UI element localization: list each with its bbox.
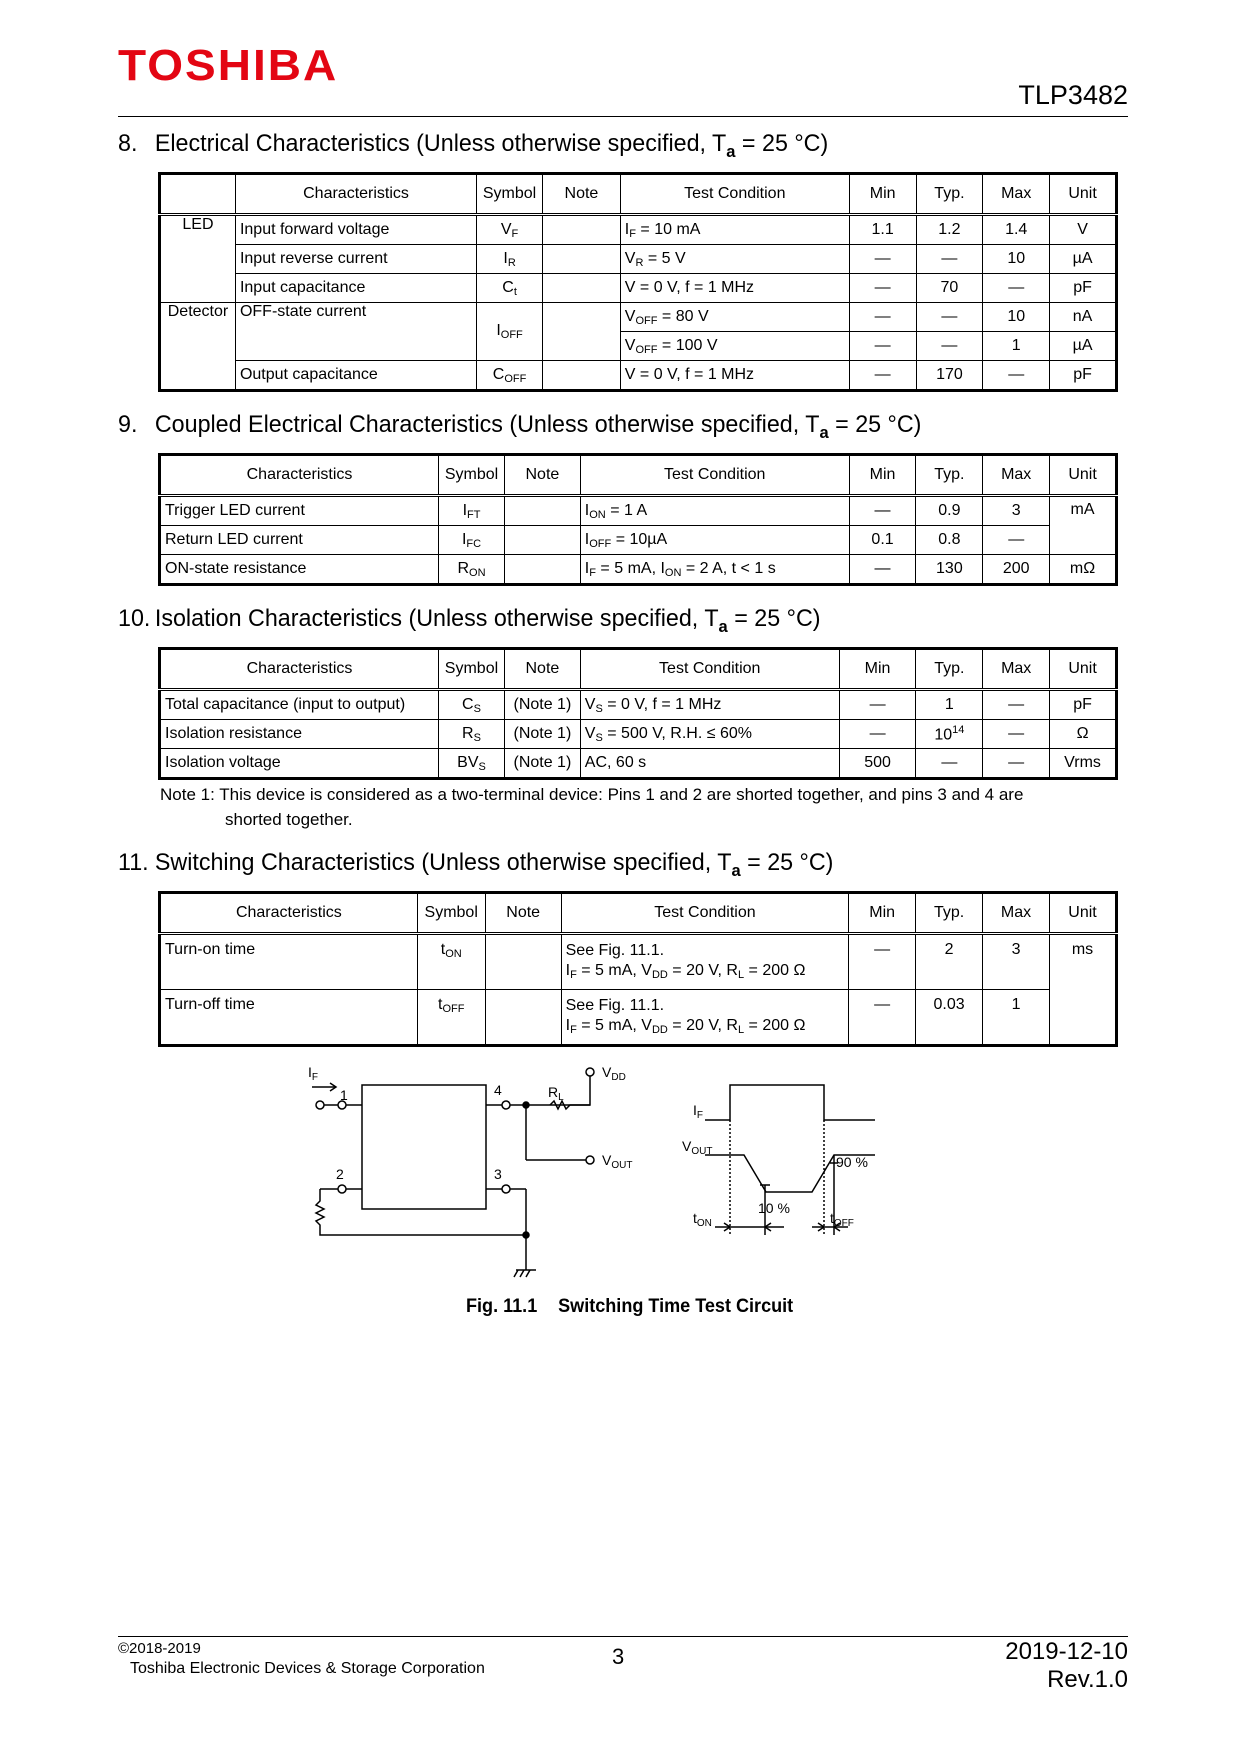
switching-characteristics-table xyxy=(158,891,1118,1047)
device-box xyxy=(362,1085,486,1209)
svg-text:tON: $t_{ON}$ xyxy=(693,1210,712,1229)
revision-date: 2019-12-10 xyxy=(1005,1638,1128,1665)
table-row: Input reverse current $I_R$ $V_R = 5$ V — — 10 µA xyxy=(160,245,1117,274)
table-row: LED Input forward voltage $V_F$ $I_F = 10$ mA 1.1 1.2 1.4 V xyxy=(160,215,1117,245)
svg-text:10 %: 10 % xyxy=(758,1200,790,1216)
group-led: LED xyxy=(160,215,236,303)
table-row: Turn-on time $t_{ON}$ See Fig. 11.1. $I_F = 5$ mA, $V_{DD} = 20$ V, $R_L = 200$ Ω — 2 3 ms xyxy=(160,934,1117,990)
col-note: Note xyxy=(543,174,621,215)
if-waveform xyxy=(705,1085,875,1120)
table-header-row: Characteristics Symbol Note Test Condition Min Typ. Max Unit xyxy=(160,455,1117,496)
table-row: Total capacitance (input to output) $C_S$ (Note 1) $V_S = 0$ V, f = 1 MHz — 1 — pF xyxy=(160,690,1117,720)
section-9-title: 9. Coupled Electrical Characteristics (Unless otherwise specified, $T_a = 25$ °C) xyxy=(118,411,922,442)
page-number: 3 xyxy=(612,1644,625,1669)
col-symbol: Symbol xyxy=(477,174,543,215)
svg-text:tOFF: $t_{OFF}$ xyxy=(830,1210,854,1229)
table-row: Input capacitance $C_t$ V = 0 V, f = 1 MHz — 70 — pF xyxy=(160,274,1117,303)
svg-text:VOUT: $V_{OUT}$ xyxy=(682,1138,713,1157)
electrical-characteristics-table xyxy=(158,172,1118,392)
switching-time-test-circuit-figure xyxy=(300,1055,1000,1295)
coupled-characteristics-table xyxy=(158,453,1118,586)
col-characteristics: Characteristics xyxy=(235,174,476,215)
svg-text:2: 2 xyxy=(336,1166,344,1182)
table-row: $V_{OFF} = 100$ V — — 1 µA xyxy=(160,332,1117,361)
table-row: ON-state resistance $R_{ON}$ $I_F = 5$ mA, $I_{ON} = 2$ A, t < 1 s — 130 200 mΩ xyxy=(160,555,1117,585)
revision-number: Rev.1.0 xyxy=(1047,1666,1128,1693)
group-detector: Detector xyxy=(160,303,236,391)
col-min: Min xyxy=(849,174,916,215)
table-row: Trigger LED current $I_{FT}$ $I_{ON} = 1$ A — 0.9 3 mA xyxy=(160,496,1117,526)
col-max: Max xyxy=(983,174,1050,215)
section-10-title: 10. Isolation Characteristics (Unless otherwise specified, $T_a = 25$ °C) xyxy=(118,605,821,636)
table-row: Output capacitance $C_{OFF}$ V = 0 V, f = 1 MHz — 170 — pF xyxy=(160,361,1117,391)
svg-text:90 %: 90 % xyxy=(836,1154,868,1170)
svg-text:VDD: $V_{DD}$ xyxy=(602,1064,626,1083)
label-if: $I_F$ xyxy=(308,1064,318,1083)
svg-text:RL: $R_L$ xyxy=(548,1084,564,1103)
table-row: Detector OFF-state current $I_{OFF}$ $V_{OFF} = 80$ V — — 10 nA xyxy=(160,303,1117,332)
part-number: TLP3482 xyxy=(1018,80,1128,110)
isolation-note: Note 1: This device is considered as a two-terminal device: Pins 1 and 2 are shorted together, and pins 3 and 4 are shorted together. xyxy=(160,785,1024,829)
col-test-condition: Test Condition xyxy=(620,174,849,215)
svg-text:IF: $I_F$ xyxy=(693,1102,703,1121)
table-header-row xyxy=(160,174,1117,215)
col-unit: Unit xyxy=(1050,174,1117,215)
col-typ: Typ. xyxy=(916,174,983,215)
footer-rule xyxy=(118,1636,1128,1637)
section-8-title: 8. Electrical Characteristics (Unless otherwise specified, $T_a = 25$ °C) xyxy=(118,130,829,161)
svg-text:VOUT: $V_{OUT}$ xyxy=(602,1152,633,1171)
header-rule xyxy=(118,116,1128,117)
svg-text:1: 1 xyxy=(340,1087,348,1103)
table-row: Isolation resistance $R_S$ (Note 1) $V_S = 500$ V, R.H. ≤ 60% — $10^{14}$ — Ω xyxy=(160,720,1117,749)
table-row: Isolation voltage $BV_S$ (Note 1) AC, 60 s 500 — — Vrms xyxy=(160,749,1117,779)
table-header-row: Characteristics Symbol Note Test Condition Min Typ. Max Unit xyxy=(160,893,1117,934)
section-11-title: 11. Switching Characteristics (Unless otherwise specified, $T_a = 25$ °C) xyxy=(118,849,834,880)
company-name: Toshiba Electronic Devices & Storage Corporation xyxy=(130,1660,485,1677)
table-header-row: Characteristics Symbol Note Test Condition Min Typ. Max Unit xyxy=(160,649,1117,690)
copyright: ©2018-2019 xyxy=(118,1640,201,1657)
toshiba-logo: TOSHIBA xyxy=(118,40,339,90)
isolation-characteristics-table xyxy=(158,647,1118,780)
table-row: Turn-off time $t_{OFF}$ See Fig. 11.1. $I_F = 5$ mA, $V_{DD} = 20$ V, $R_L = 200$ Ω — 0.03 1 xyxy=(160,990,1117,1046)
svg-text:3: 3 xyxy=(494,1166,502,1182)
table-row: Return LED current $I_{FC}$ $I_{OFF} = 10\mu A$ 0.1 0.8 — xyxy=(160,526,1117,555)
svg-text:4: 4 xyxy=(494,1082,502,1098)
figure-caption: Fig. 11.1 Switching Time Test Circuit xyxy=(466,1296,794,1317)
